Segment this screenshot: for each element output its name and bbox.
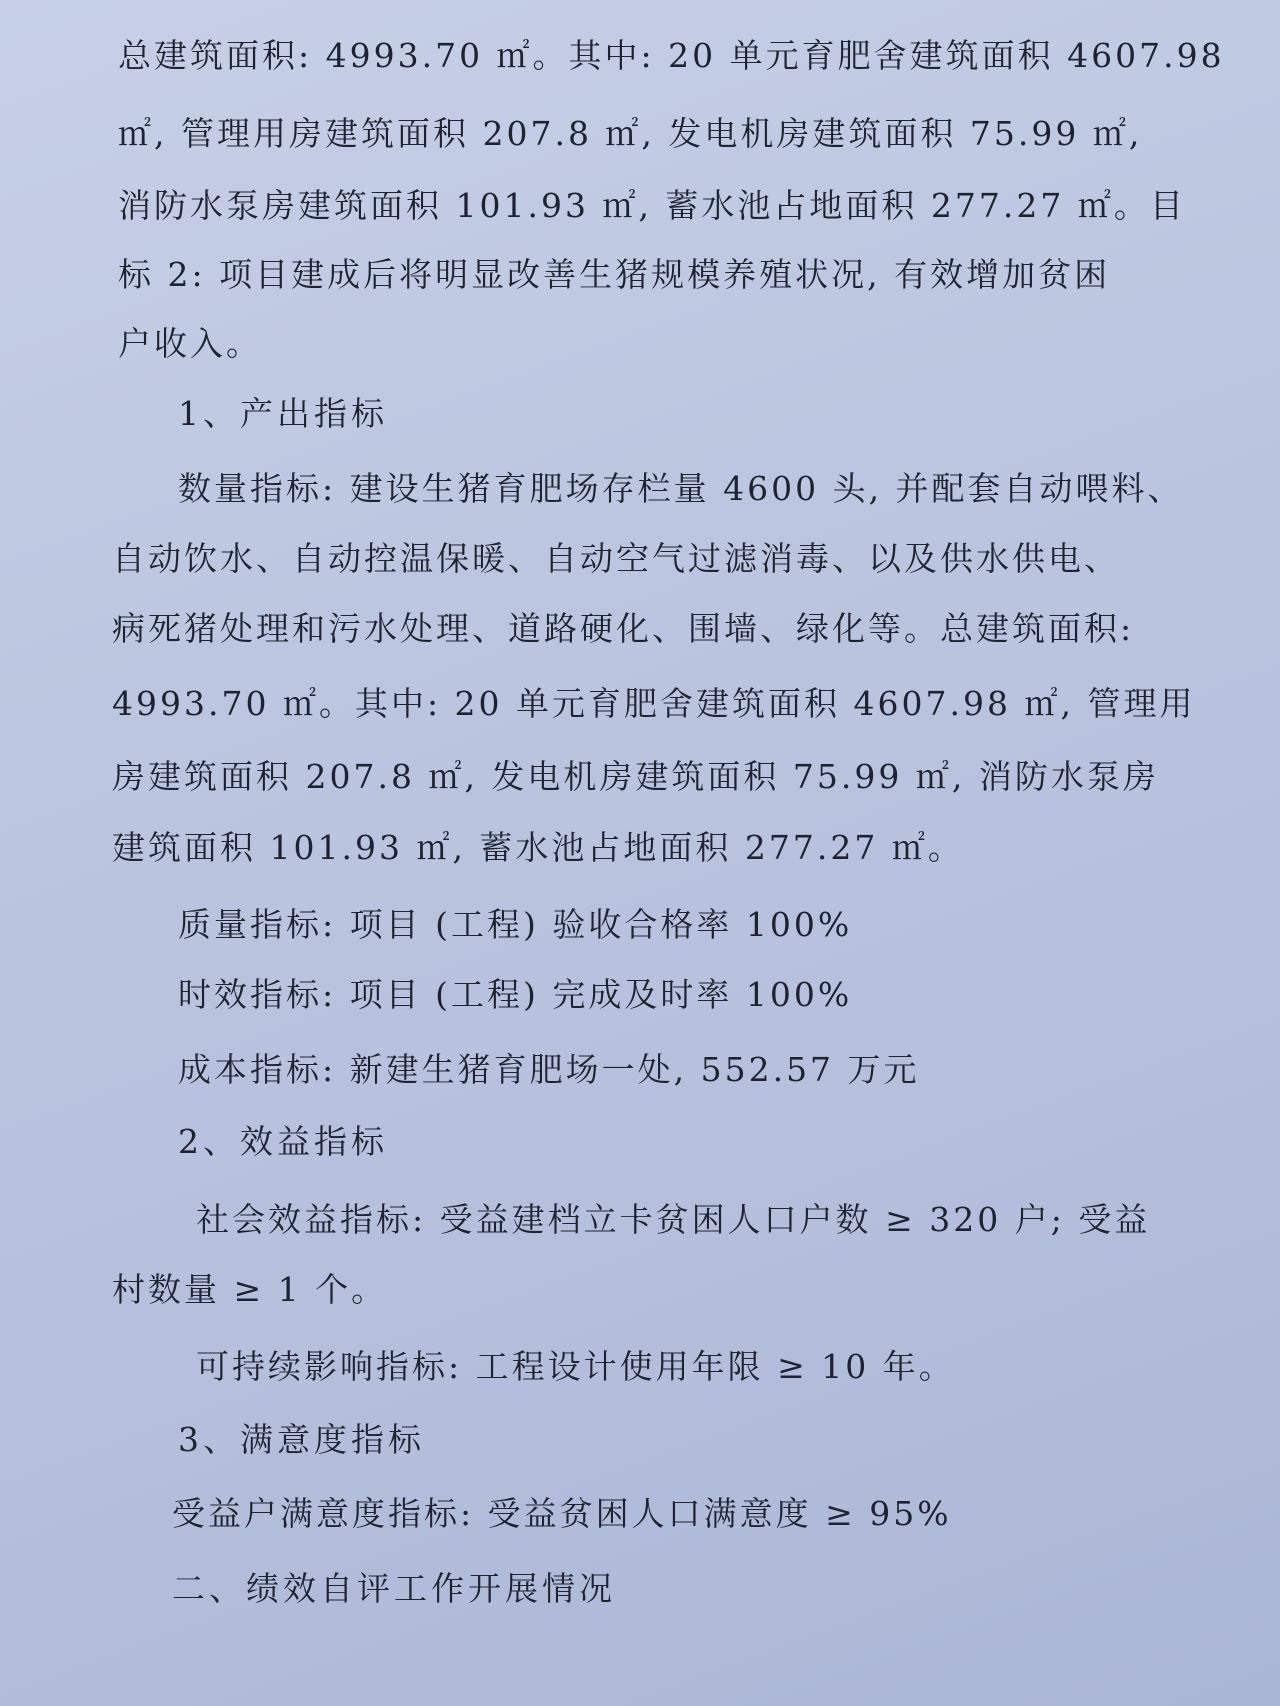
text-line-10: 4993.70 ㎡。其中: 20 单元育肥舍建筑面积 4607.98 ㎡, 管理用 bbox=[112, 684, 1196, 723]
text-line-3: 消防水泵房建筑面积 101.93 ㎡, 蓄水池占地面积 277.27 ㎡。目 bbox=[118, 186, 1186, 225]
text-line-1: 总建筑面积: 4993.70 ㎡。其中: 20 单元育肥舍建筑面积 4607.98 bbox=[118, 36, 1225, 75]
text-line-social-benefit: 社会效益指标: 受益建档立卡贫困人口户数 ≥ 320 户; 受益 bbox=[196, 1200, 1151, 1239]
text-line-2: ㎡, 管理用房建筑面积 207.8 ㎡, 发电机房建筑面积 75.99 ㎡, bbox=[118, 114, 1143, 153]
text-line-8: 自动饮水、自动控温保暖、自动空气过滤消毒、以及供水供电、 bbox=[112, 539, 1120, 578]
section-heading-output: 1、产出指标 bbox=[178, 394, 388, 433]
section-heading-self-evaluation: 二、绩效自评工作开展情况 bbox=[172, 1569, 616, 1608]
text-line-5: 户收入。 bbox=[118, 324, 262, 363]
text-line-9: 病死猪处理和污水处理、道路硬化、围墙、绿化等。总建筑面积: bbox=[112, 609, 1135, 648]
text-line-7: 数量指标: 建设生猪育肥场存栏量 4600 头, 并配套自动喂料、 bbox=[178, 469, 1184, 508]
text-line-village-count: 村数量 ≥ 1 个。 bbox=[112, 1270, 388, 1309]
text-line-sustainability: 可持续影响指标: 工程设计使用年限 ≥ 10 年。 bbox=[196, 1347, 955, 1386]
text-line-timeliness: 时效指标: 项目 (工程) 完成及时率 100% bbox=[178, 975, 853, 1014]
text-line-quality: 质量指标: 项目 (工程) 验收合格率 100% bbox=[178, 905, 853, 944]
section-heading-benefit: 2、效益指标 bbox=[178, 1122, 388, 1161]
text-line-cost: 成本指标: 新建生猪育肥场一处, 552.57 万元 bbox=[178, 1050, 920, 1089]
text-line-4: 标 2: 项目建成后将明显改善生猪规模养殖状况, 有效增加贫困 bbox=[118, 255, 1111, 294]
section-heading-satisfaction: 3、满意度指标 bbox=[178, 1420, 425, 1459]
text-line-satisfaction: 受益户满意度指标: 受益贫困人口满意度 ≥ 95% bbox=[172, 1494, 952, 1533]
text-line-12: 建筑面积 101.93 ㎡, 蓄水池占地面积 277.27 ㎡。 bbox=[112, 828, 964, 867]
text-line-11: 房建筑面积 207.8 ㎡, 发电机房建筑面积 75.99 ㎡, 消防水泵房 bbox=[112, 757, 1159, 796]
